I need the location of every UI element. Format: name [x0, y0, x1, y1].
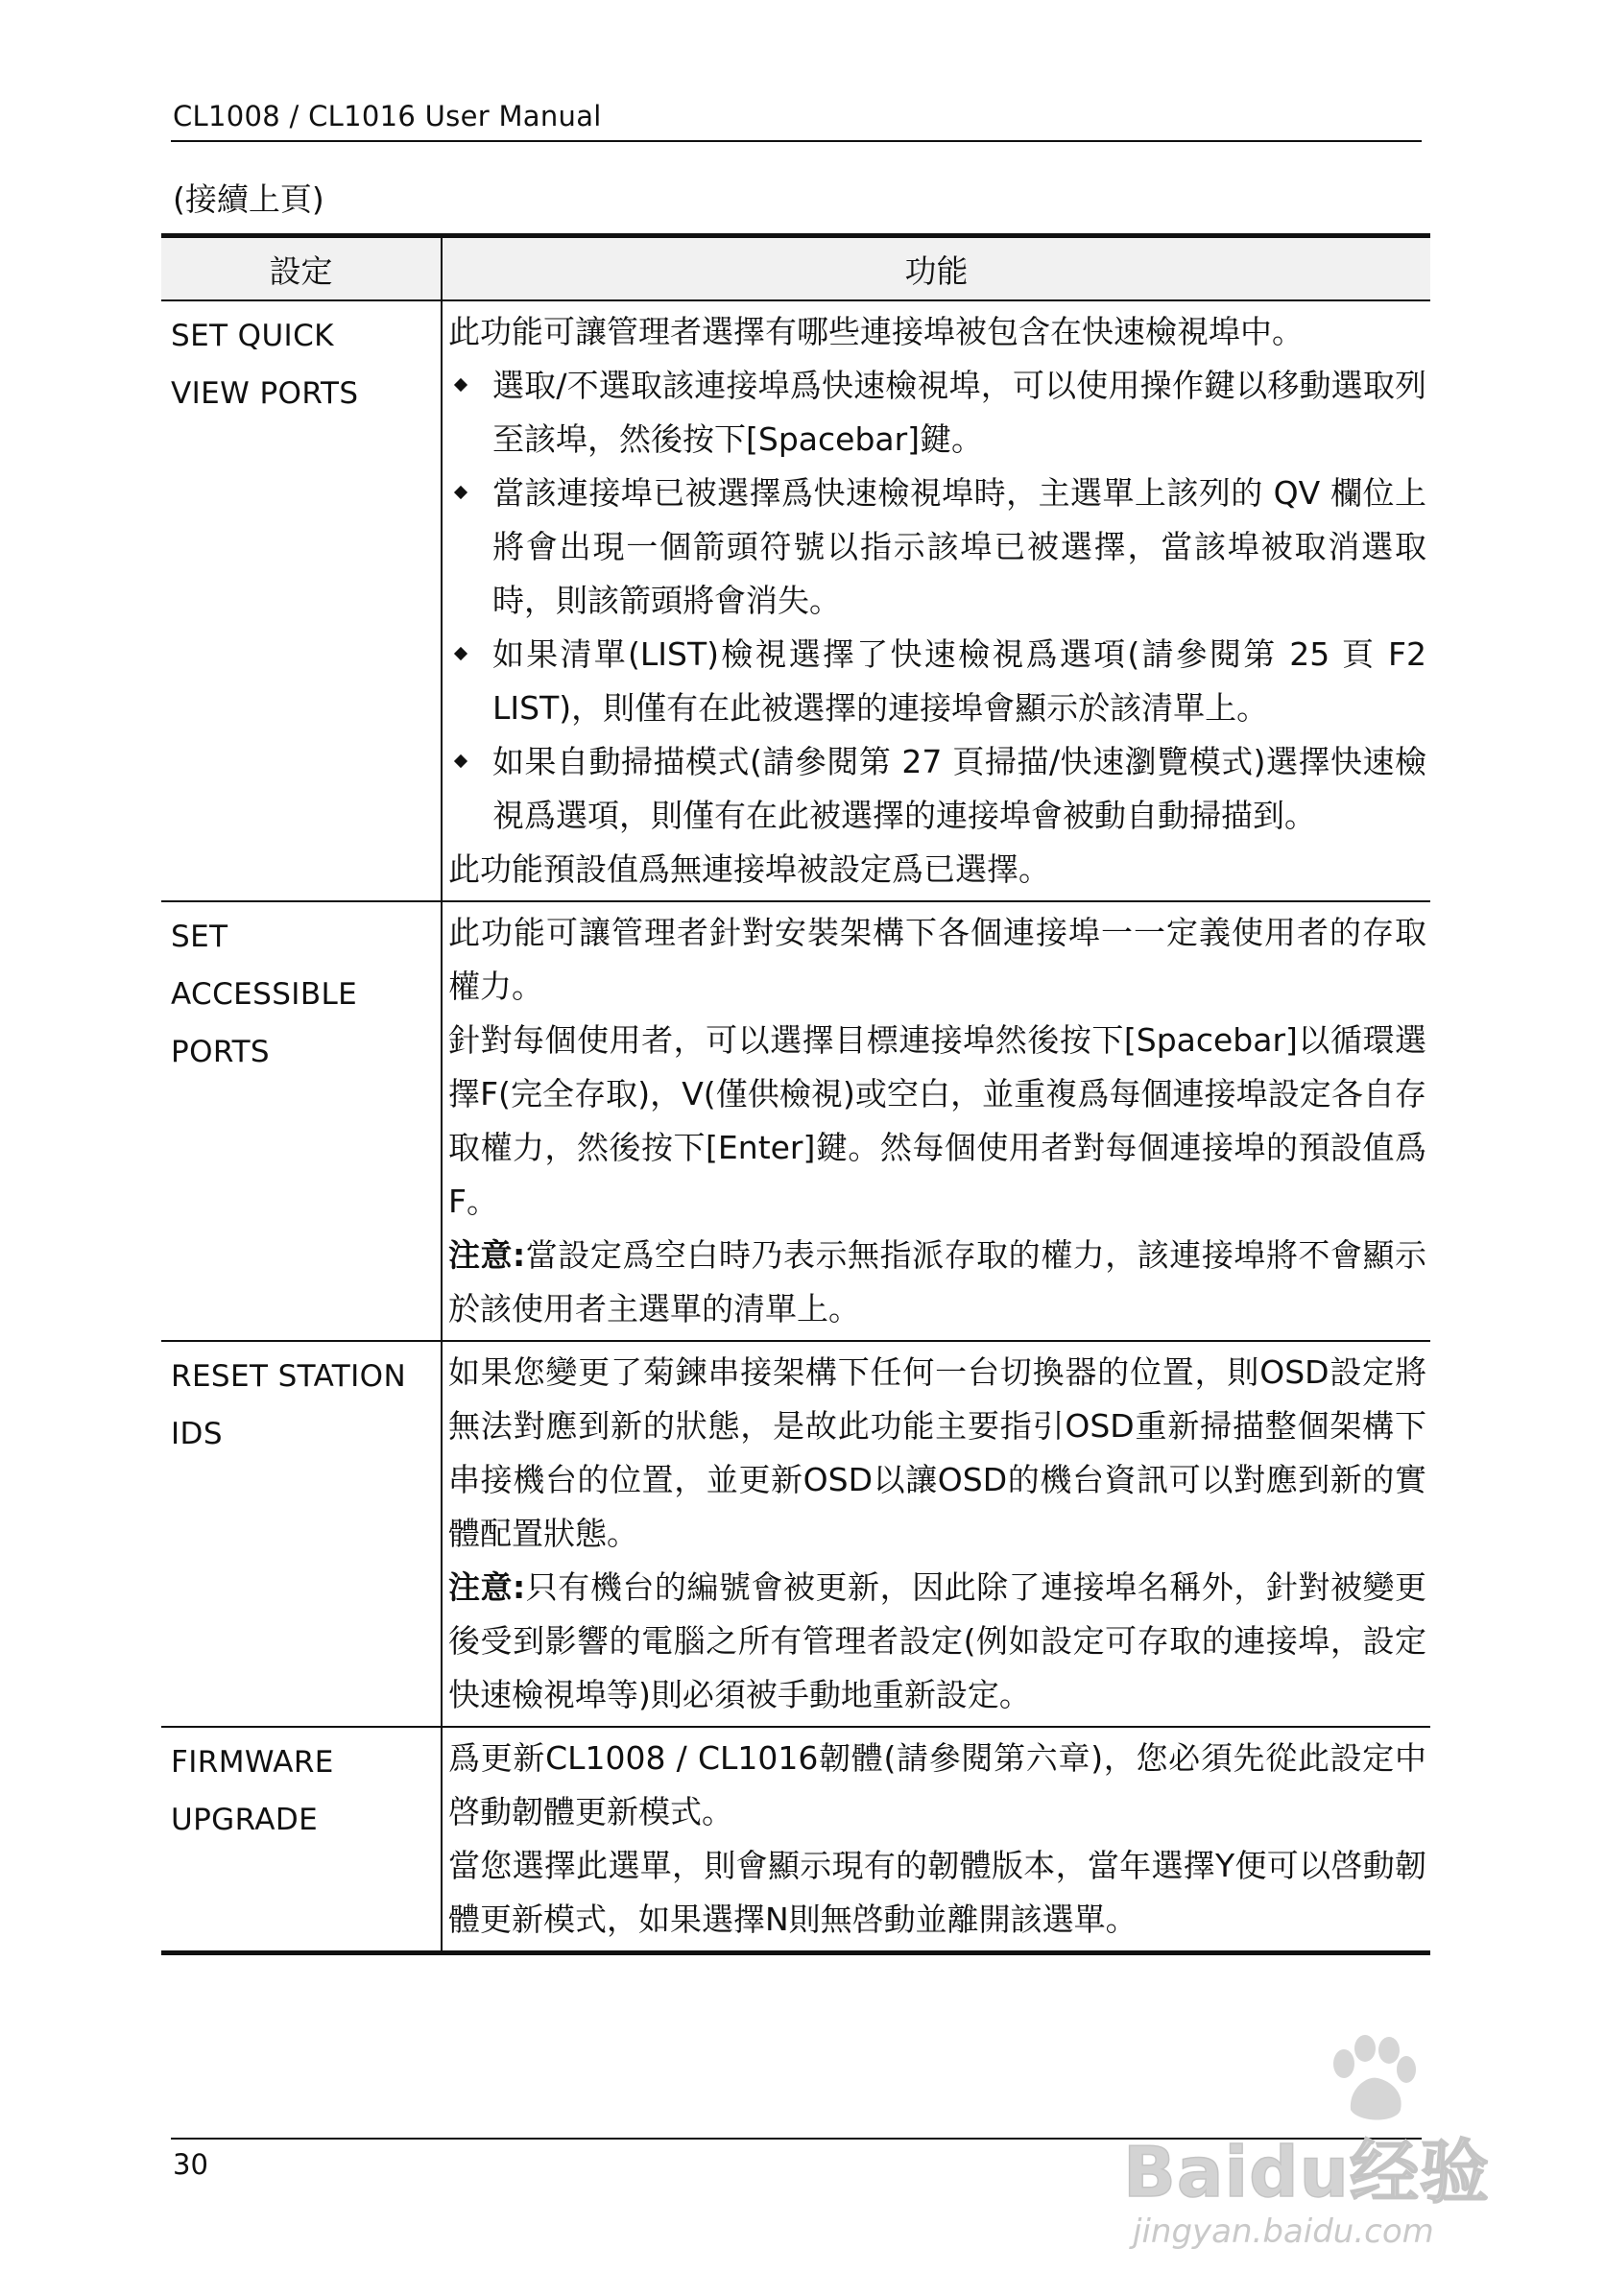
- function-paragraph: 此功能可讓管理者選擇有哪些連接埠被包含在快速檢視埠中。: [448, 313, 1304, 350]
- function-paragraph: 此功能預設值爲無連接埠被設定爲已選擇。: [448, 850, 1050, 888]
- settings-table: [161, 233, 1430, 1955]
- list-item: [448, 735, 1426, 843]
- function-cell: [442, 901, 1430, 1341]
- setting-name-line: VIEW PORTS: [171, 376, 359, 411]
- watermark-brand: Baidu经验: [1123, 2132, 1490, 2212]
- setting-name-cell: [161, 1341, 442, 1727]
- list-item-text: 選取/不選取該連接埠爲快速檢視埠，可以使用操作鍵以移動選取列至該埠，然後按下[Spacebar]鍵。: [492, 367, 1426, 458]
- column-header-function: 功能: [442, 236, 1430, 301]
- function-paragraph: 此功能可讓管理者針對安裝架構下各個連接埠一一定義使用者的存取權力。: [448, 914, 1426, 1005]
- page-number: 30: [173, 2148, 208, 2181]
- watermark-url: jingyan.baidu.com: [1133, 2212, 1434, 2251]
- list-item: [448, 466, 1426, 628]
- list-item: [448, 359, 1426, 466]
- setting-name-cell: [161, 300, 442, 901]
- column-header-setting: 設定: [161, 236, 442, 301]
- note-paragraph: [448, 1229, 1426, 1336]
- list-item-text: 如果清單(LIST)檢視選擇了快速檢視爲選項(請參閱第 25 頁 F2 LIST)，則僅有在此被選擇的連接埠會顯示於該清單上。: [492, 635, 1426, 727]
- function-cell: [442, 1341, 1430, 1727]
- function-paragraph: 爲更新CL1008 / CL1016韌體(請參閱第六章)，您必須先從此設定中啓動韌體更新模式。: [448, 1739, 1426, 1830]
- table-row: [161, 1341, 1430, 1727]
- setting-name-line: SET QUICK: [171, 319, 334, 353]
- table-header-row: [161, 236, 1430, 301]
- baidu-watermark: [1123, 2035, 1507, 2284]
- note-text: 只有機台的編號會被更新，因此除了連接埠名稱外，針對被變更後受到影響的電腦之所有管理者設定(例如設定可存取的連接埠，設定快速檢視埠等)則必須被手動地重新設定。: [448, 1568, 1426, 1713]
- table-row: [161, 1727, 1430, 1953]
- setting-name-line: IDS: [171, 1417, 223, 1451]
- function-cell: [442, 1727, 1430, 1953]
- diamond-bullet-icon: [454, 647, 467, 660]
- setting-name-cell: [161, 1727, 442, 1953]
- diamond-bullet-icon: [454, 378, 467, 392]
- function-cell: [442, 300, 1430, 901]
- setting-name-line: PORTS: [171, 1035, 270, 1069]
- note-paragraph: [448, 1561, 1426, 1722]
- setting-name-line: RESET STATION: [171, 1359, 407, 1394]
- function-paragraph: 當您選擇此選單，則會顯示現有的韌體版本，當年選擇Y便可以啓動韌體更新模式，如果選擇N則無啓動並離開該選單。: [448, 1847, 1426, 1938]
- function-paragraph: 如果您變更了菊鍊串接架構下任何一台切換器的位置，則OSD設定將無法對應到新的狀態，是故此功能主要指引OSD重新掃描整個架構下串接機台的位置，並更新OSD以讓OSD的機台資訊可以對應到新的實體配置狀態。: [448, 1353, 1426, 1552]
- note-label: 注意:: [448, 1568, 526, 1606]
- setting-name-line: SET: [171, 920, 228, 954]
- function-paragraph: 針對每個使用者，可以選擇目標連接埠然後按下[Spacebar]以循環選擇F(完全存取)，V(僅供檢視)或空白，並重複爲每個連接埠設定各自存取權力，然後按下[Enter]鍵。然每個使用者對每個連接埠的預設值爲F。: [448, 1021, 1426, 1220]
- setting-name-cell: [161, 901, 442, 1341]
- diamond-bullet-icon: [454, 754, 467, 768]
- manual-title: CL1008 / CL1016 User Manual: [173, 100, 602, 132]
- note-text: 當設定爲空白時乃表示無指派存取的權力，該連接埠將不會顯示於該使用者主選單的清單上。: [448, 1236, 1426, 1327]
- setting-name-line: FIRMWARE: [171, 1745, 334, 1780]
- list-item-text: 當該連接埠已被選擇爲快速檢視埠時，主選單上該列的 QV 欄位上將會出現一個箭頭符號以指示該埠已被選擇，當該埠被取消選取時，則該箭頭將會消失。: [492, 474, 1426, 619]
- diamond-bullet-icon: [454, 486, 467, 499]
- table-row: [161, 901, 1430, 1341]
- table-row: [161, 300, 1430, 901]
- bullet-list: [448, 359, 1426, 843]
- list-item: [448, 628, 1426, 735]
- setting-name-line: ACCESSIBLE: [171, 977, 358, 1012]
- note-label: 注意:: [448, 1236, 526, 1274]
- continued-label: (接續上頁): [173, 180, 324, 218]
- list-item-text: 如果自動掃描模式(請參閱第 27 頁掃描/快速瀏覽模式)選擇快速檢視爲選項，則僅有在此被選擇的連接埠會被動自動掃描到。: [492, 743, 1426, 834]
- setting-name-line: UPGRADE: [171, 1803, 319, 1837]
- paw-logo-icon: [1320, 2035, 1425, 2126]
- header-divider: [171, 140, 1422, 142]
